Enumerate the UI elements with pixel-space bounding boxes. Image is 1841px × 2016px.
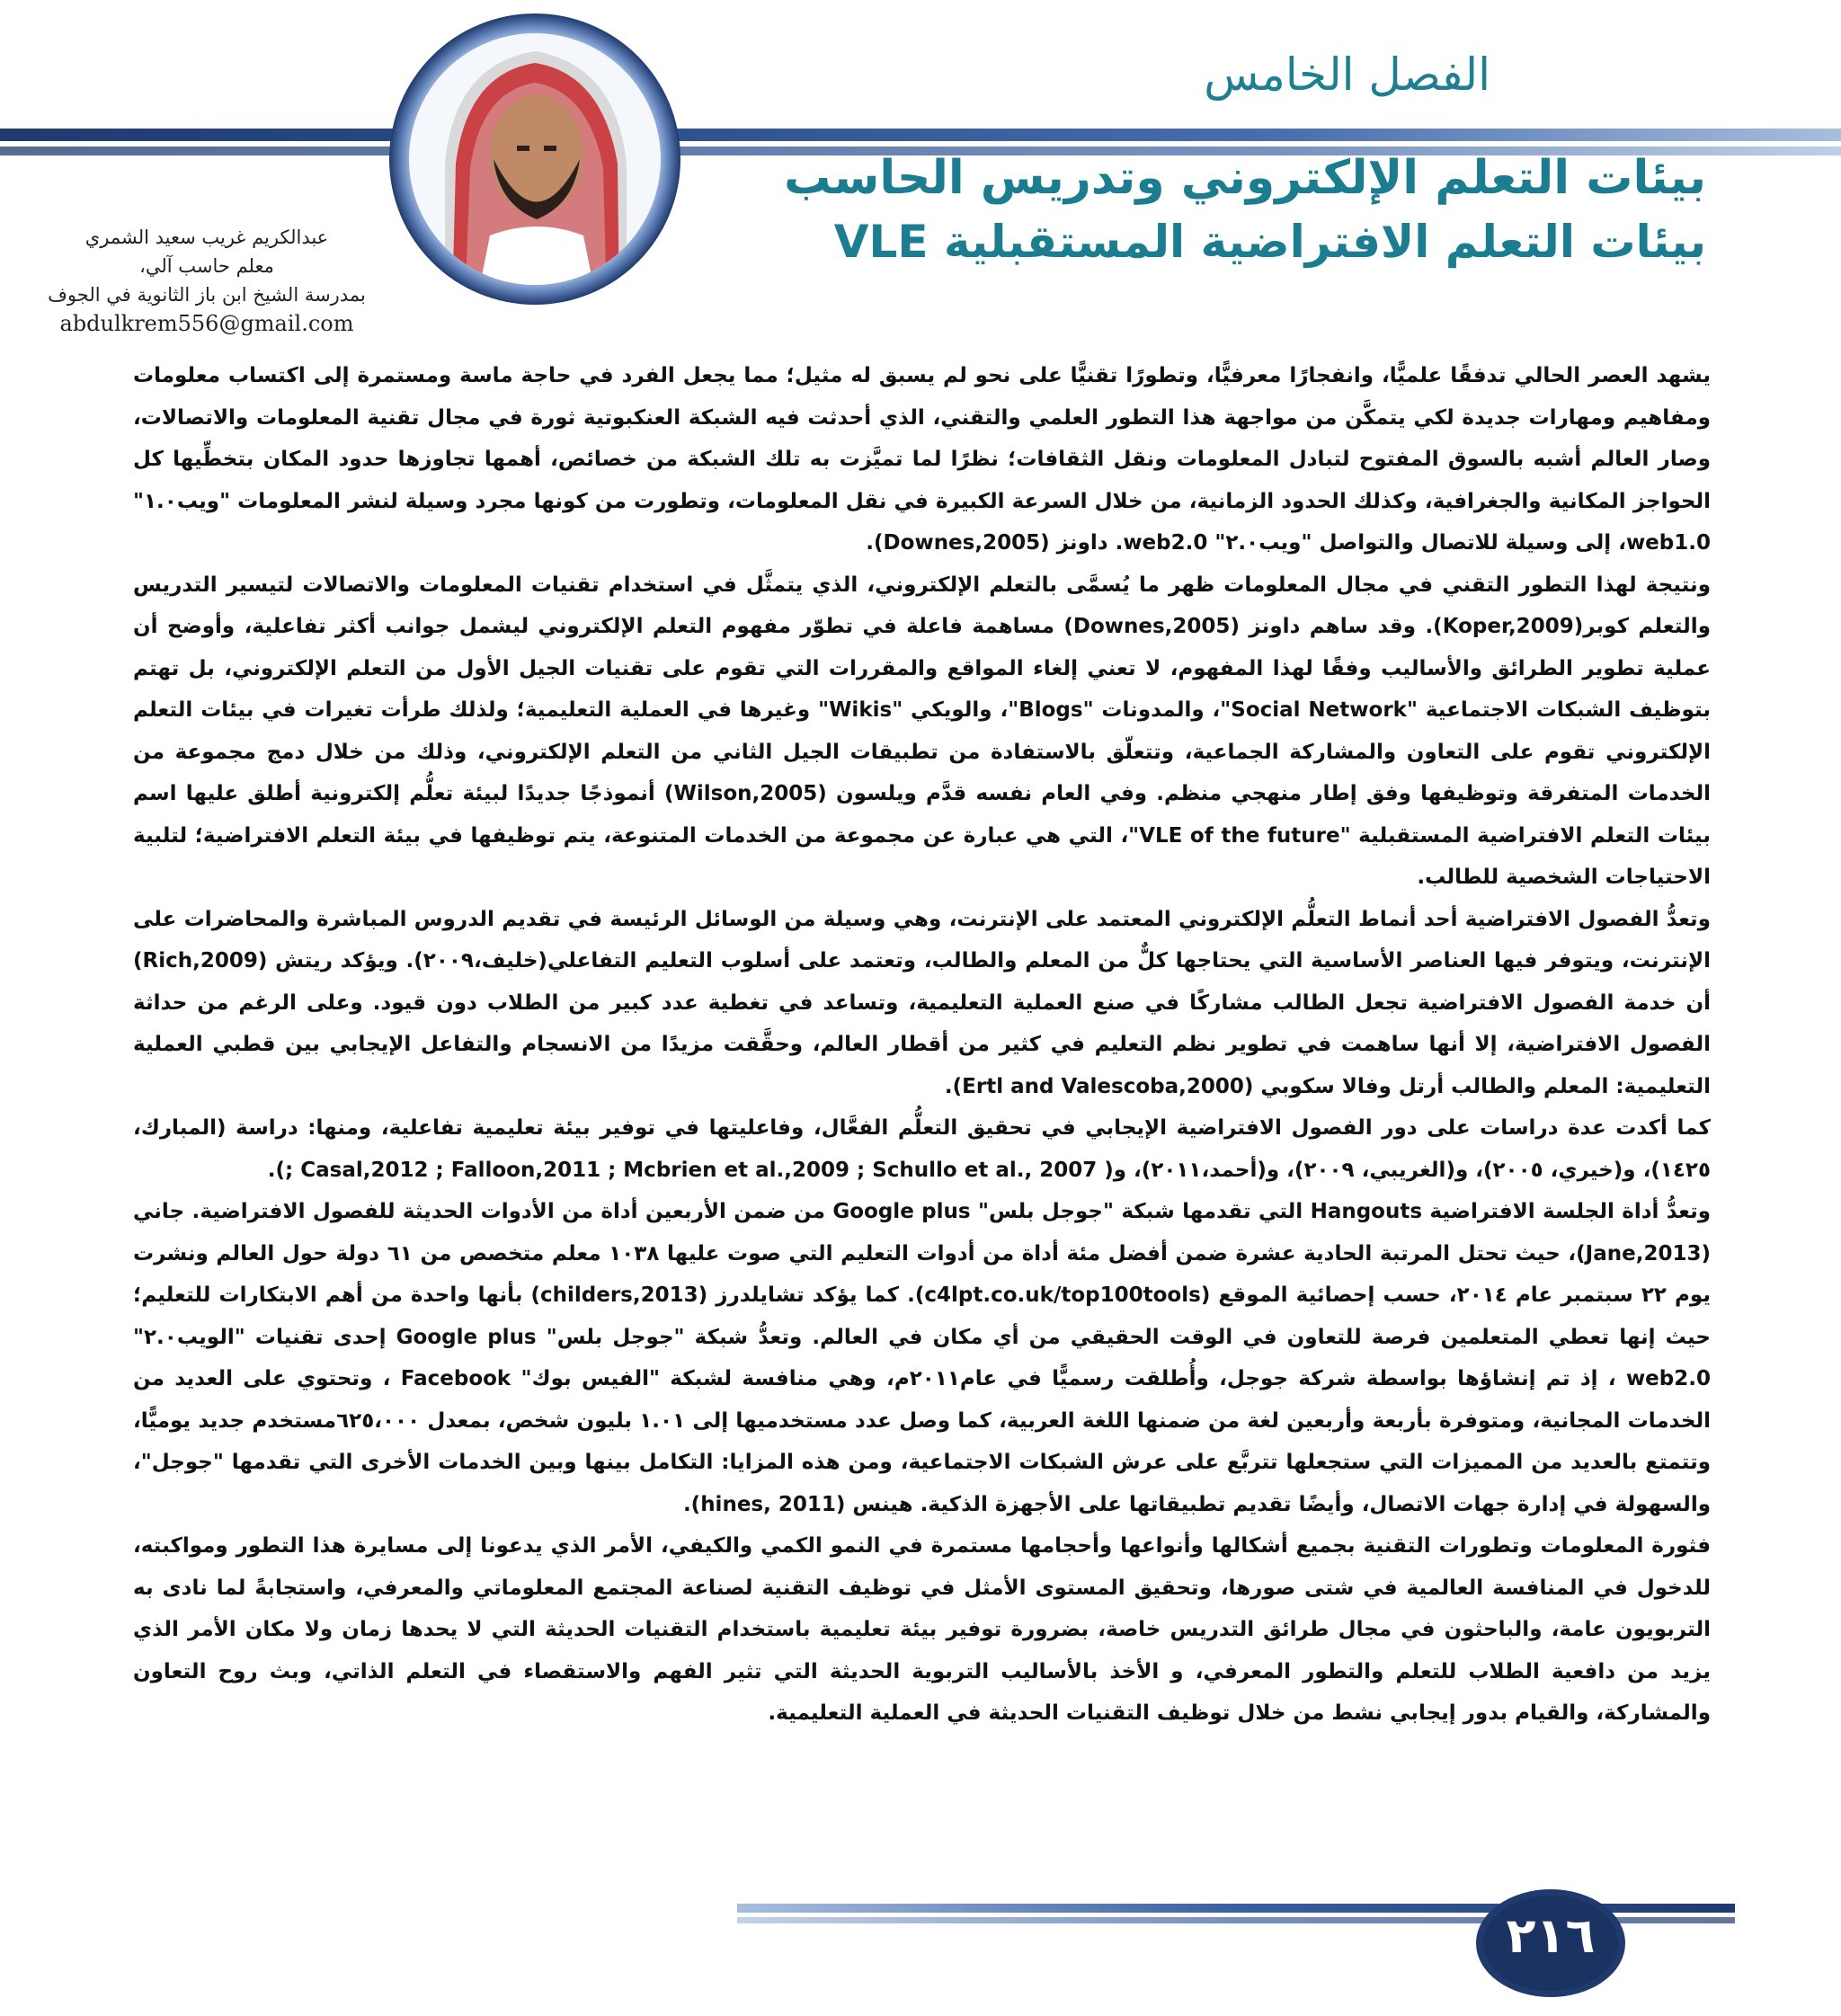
paragraph: يشهد العصر الحالي تدفقًا علميًّا، وانفجارًا معرفيًّا، وتطورًا تقنيًّا على نحو لم يسبق له مثيل؛ مما يجعل الفرد في حاجة ماسة ومستمرة إلى اكتساب معلومات ومفاهيم ومهارات جديدة لكي يتمكَّن من مواجهة هذا التطور العلمي والتقني، الذي أحدثت فيه الشبكة العنكبوتية ثورة في مجال تقنية المعلومات والاتصالات، وصار العالم أشبه بالسوق المفتوح لتبادل المعلومات ونقل الثقافات؛ نظرًا لما تميَّزت به تلك الشبكة من خصائص، أهمها تجاوزها حدود المكان بتخطِّيها كل الحواجز المكانية والجغرافية، وكذلك الحدود الزمانية، من خلال السرعة الكبيرة في نقل المعلومات، وتطورت من كونها مجرد وسيلة لنشر المعلومات "ويب١.٠" web1.0، إلى وسيلة للاتصال والتواصل "ويب٢.٠" web2.0. داونز (Downes,2005). xyxy=(133,364,1711,555)
author-name: عبدالكريم غريب سعيد الشمري xyxy=(84,226,329,248)
page-number: ٢١٦ xyxy=(1506,1907,1596,1964)
article-body xyxy=(133,355,1711,1735)
author-role: معلم حاسب آلي، xyxy=(139,255,274,277)
author-portrait xyxy=(382,11,688,307)
page-subtitle: بيئات التعلم الافتراضية المستقبلية VLE xyxy=(833,216,1706,268)
paragraph: ونتيجة لهذا التطور التقني في مجال المعلومات ظهر ما يُسمَّى بالتعلم الإلكتروني، الذي يتمثَّل في استخدام تقنيات المعلومات والاتصالات لتيسير التدريس والتعلم كوبر(Koper,2009). وقد ساهم داونز (Downes,2005) مساهمة فاعلة في تطوّر مفهوم التعلم الإلكتروني ليشمل جوانب أكثر تفاعلية، وأوضح أن عملية تطوير الطرائق والأساليب وفقًا لهذا المفهوم، لا تعني إلغاء المواقع والمقررات التي تقوم على تقنيات الجيل الأول من التعلم الإلكتروني، بل تهتم بتوظيف الشبكات الاجتماعية "Social Network"، والمدونات "Blogs"، والويكي "Wikis" وغيرها في العملية التعليمية؛ ولذلك طرأت تغيرات في بيئات التعلم الإلكتروني تقوم على التعاون والمشاركة الجماعية، وتتعلّق بالاستفادة من تطبيقات الجيل الثاني من التعلم الإلكتروني، وذلك من خلال دمج مجموعة من الخدمات المتفرقة وتوظيفها وفق إطار منهجي منظم. وفي العام نفسه قدَّم ويلسون (Wilson,2005) أنموذجًا جديدًا لبيئة تعلُّم إلكترونية أطلق عليها اسم بيئات التعلم الافتراضية المستقبلية "VLE of the future"، التي هي عبارة عن مجموعة من الخدمات المتنوعة، يتم توظيفها في بيئة التعلم الافتراضية؛ لتلبية الاحتياجات الشخصية للطالب. xyxy=(133,573,1712,889)
paragraph: كما أكدت عدة دراسات على دور الفصول الافتراضية الإيجابي في تحقيق التعلُّم الفعَّال، وفاعليتها في توفير بيئة تعليمية تفاعلية، ومنها: دراسة (المبارك، ١٤٢٥)، و(خيري، ٢٠٠٥)، و(الغريبي، ٢٠٠٩)، و(أحمد،٢٠١١)، و( Casal,2012 ; Falloon,2011 ; Mcbrien et al.,2009 ; Schullo et al., 2007 ;). xyxy=(133,1116,1711,1182)
paragraph: فثورة المعلومات وتطورات التقنية بجميع أشكالها وأنواعها وأحجامها مستمرة في النمو الكمي والكيفي، الأمر الذي يدعونا إلى مسايرة هذا التطور ومواكبته، للدخول في المنافسة العالمية في شتى صورها، وتحقيق المستوى الأمثل في توظيف التقنية لصناعة المجتمع المعلوماتي والمعرفي، واستجابةً لما نادى به التربويون عامة، والباحثون في مجال طرائق التدريس خاصة، بضرورة توفير بيئة تعليمية باستخدام التقنيات الحديثة التي لا يحدها زمان ولا مكان الأمر الذي يزيد من دافعية الطلاب للتعلم والتطور المعرفي، و الأخذ بالأساليب التربوية الحديثة التي تثير الفهم والاستقصاء في التعلم الذاتي، وبث روح التعاون والمشاركة، والقيام بدور إيجابي نشط من خلال توظيف التقنيات الحديثة في العملية التعليمية. xyxy=(133,1534,1711,1725)
author-school: بمدرسة الشيخ ابن باز الثانوية في الجوف xyxy=(48,284,366,306)
page-title: بيئات التعلم الإلكتروني وتدريس الحاسب xyxy=(784,151,1706,205)
paragraph: وتعدُّ الفصول الافتراضية أحد أنماط التعلُّم الإلكتروني المعتمد على الإنترنت، وهي وسيلة من الوسائل الرئيسة في تقديم الدروس المباشرة والمحاضرات على الإنترنت، ويتوفر فيها العناصر الأساسية التي يحتاجها كلٌّ من المعلم والطالب، وتعتمد على أسلوب التعليم التفاعلي(خليف،٢٠٠٩). ويؤكد ريتش (Rich,2009) أن خدمة الفصول الافتراضية تجعل الطالب مشاركًا في صنع العملية التعليمية، وتساعد في تغطية عدد كبير من الطلاب دون قيود. وعلى الرغم من حداثة الفصول الافتراضية، إلا أنها ساهمت في تطوير نظم التعليم في كثير من أقطار العالم، وحقَّقت مزيدًا من الانسجام والتفاعل الإيجابي بين قطبي العملية التعليمية: المعلم والطالب أرتل وفالا سكوبي (Ertl and Valescoba,2000). xyxy=(133,907,1711,1098)
author-email[interactable]: abdulkrem556@gmail.com xyxy=(59,311,354,336)
chapter-label: الفصل الخامس xyxy=(1204,49,1490,101)
paragraph: وتعدُّ أداة الجلسة الافتراضية Hangouts التي تقدمها شبكة "جوجل بلس" Google plus من ضمن الأربعين أداة من الأدوات الحديثة للفصول الافتراضية. جاني (Jane,2013)، حيث تحتل المرتبة الحادية عشرة ضمن أفضل مئة أداة من أدوات التعليم التي صوت عليها ١٠٣٨ معلم متخصص من ٦١ دولة حول العالم ونشرت يوم ٢٢ سبتمبر عام ٢٠١٤، حسب إحصائية الموقع (c4lpt.co.uk/top100tools). كما يؤكد تشايلدرز (childers,2013) بأنها واحدة من أهم الابتكارات للتعليم؛ حيث إنها تعطي المتعلمين فرصة للتعاون في الوقت الحقيقي من أي مكان في العالم. وتعدُّ شبكة "جوجل بلس" Google plus إحدى تقنيات "الويب٢.٠" web2.0 ، إذ تم إنشاؤها بواسطة شركة جوجل، وأُطلقت رسميًّا في عام٢٠١١م، وهي منافسة لشبكة "الفيس بوك" Facebook ، وتحتوي على العديد من الخدمات المجانية، ومتوفرة بأربعة وأربعين لغة من ضمنها اللغة العربية، كما وصل عدد مستخدميها إلى ١.٠١ بليون شخص، بمعدل ٦٢٥،٠٠٠مستخدم جديد يوميًّا، وتتمتع بالعديد من المميزات التي ستجعلها تتربَّع على عرش الشبكات الاجتماعية، ومن هذه المزايا: التكامل بينها وبين الخدمات الأخرى التي تقدمها "جوجل"، والسهولة في إدارة جهات الاتصال، وأيضًا تقديم تطبيقاتها على الأجهزة الذكية. هينس (hines, 2011). xyxy=(133,1200,1711,1516)
author-block xyxy=(27,223,387,338)
